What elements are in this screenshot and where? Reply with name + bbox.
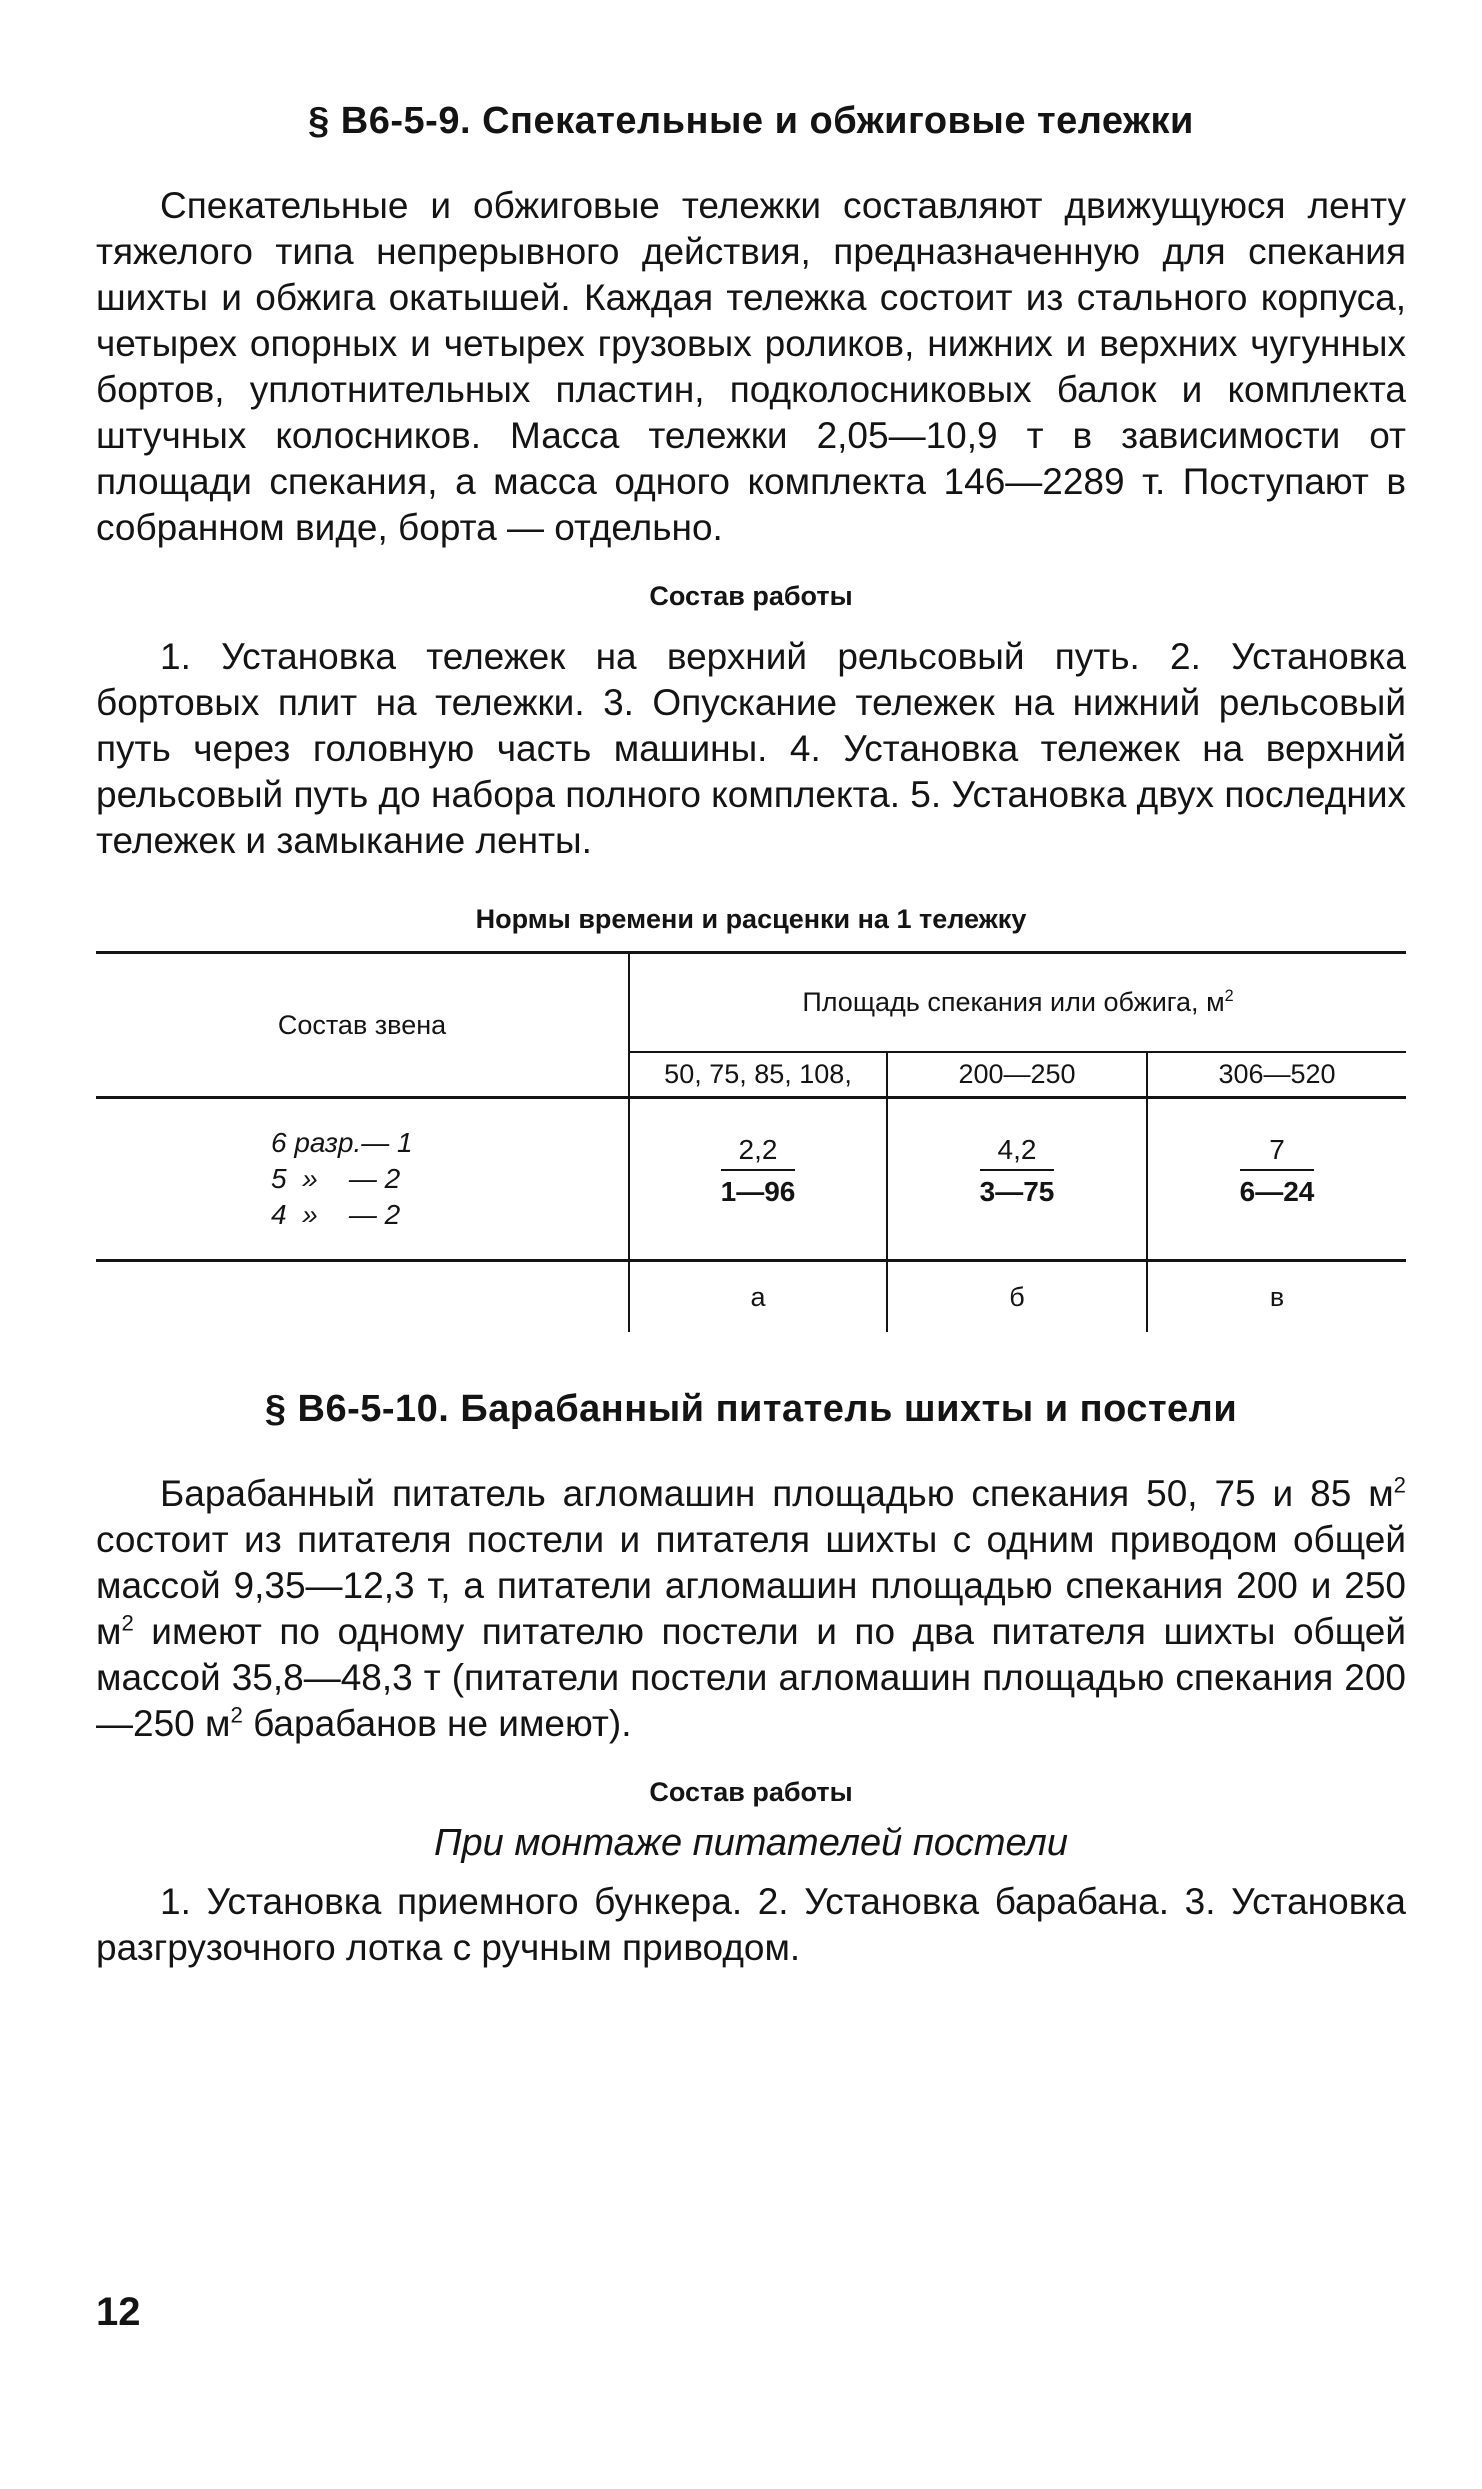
section-paragraph: Спекательные и обжиговые тележки составляют движущуюся ленту тяжелого типа непрерывного действия, предназначенную для спекания шихты и обжига окатышей. Каждая тележка состоит из стального корпуса, четырех опорных и четырех грузовых роликов, нижних и верхних чугунных бортов, уплотнительных пластин, подколосниковых балок и комплекта штучных колосников. Масса тележки 2,05—10,9 т в зависимости от площади спекания, а масса одного комплекта 146—2289 т. Поступают в собранном виде, борта — отдельно. xyxy=(96,185,1406,548)
page-number: 12 xyxy=(96,2290,141,2334)
norms-table xyxy=(96,951,1406,1332)
area-header-sup: 2 xyxy=(1224,987,1234,1005)
column-header-1: 50, 75, 85, 108, xyxy=(629,1052,887,1098)
column-header-2: 200—250 xyxy=(887,1052,1147,1098)
table-caption: Нормы времени и расценки на 1 тележку xyxy=(475,904,1027,934)
work-composition-text-2: 1. Установка приемного бункера. 2. Установка барабана. 3. Установка разгрузочного лотка с ручным приводом. xyxy=(96,1881,1406,1968)
work-composition-text: 1. Установка тележек на верхний рельсовый путь. 2. Установка бортовых плит на тележки. 3. Опускание тележек на нижний рельсовый путь через головную часть машины. 4. Установка тележек на верхний рельсовый путь до набора полного комплекта. 5. Установка двух последних тележек и замыкание ленты. xyxy=(96,636,1406,861)
section-heading-b6-5-9: § В6-5-9. Спекательные и обжиговые тележки xyxy=(308,100,1194,142)
crew-line: 5 » — 2 xyxy=(271,1163,401,1194)
column-letter-b: б xyxy=(887,1261,1147,1333)
column-header-3: 306—520 xyxy=(1147,1052,1406,1098)
work-composition-title-2: Состав работы xyxy=(649,1777,853,1807)
time-norm: 2,2 xyxy=(721,1133,796,1171)
time-norm: 7 xyxy=(1240,1133,1315,1171)
value-cell-1 xyxy=(629,1098,887,1261)
work-subtitle: При монтаже питателей постели xyxy=(434,1822,1068,1864)
rate: 1—96 xyxy=(720,1176,796,1207)
work-composition-title: Состав работы xyxy=(649,581,853,611)
norm-rate-fraction xyxy=(721,1133,796,1209)
column-letter-v: в xyxy=(1147,1261,1406,1333)
area-header: Площадь спекания или обжига, м xyxy=(802,987,1225,1017)
section-heading-b6-5-10: § В6-5-10. Барабанный питатель шихты и постели xyxy=(264,1388,1238,1430)
column-letter-a: а xyxy=(629,1261,887,1333)
page xyxy=(96,100,1406,1971)
crew-header-cell xyxy=(96,953,629,1098)
norm-rate-fraction xyxy=(1240,1133,1315,1209)
area-header-cell xyxy=(629,953,1406,1053)
letter-row-spacer xyxy=(96,1261,629,1333)
crew-line: 4 » — 2 xyxy=(271,1199,401,1230)
rate: 3—75 xyxy=(979,1176,1055,1207)
norm-rate-fraction xyxy=(980,1133,1055,1209)
crew-line: 6 разр.— 1 xyxy=(271,1127,413,1158)
time-norm: 4,2 xyxy=(980,1133,1055,1171)
value-cell-3 xyxy=(1147,1098,1406,1261)
crew-cell xyxy=(96,1098,629,1261)
rate: 6—24 xyxy=(1239,1176,1315,1207)
crew-list xyxy=(271,1125,413,1233)
crew-header: Состав звена xyxy=(277,1009,447,1040)
value-cell-2 xyxy=(887,1098,1147,1261)
section2-paragraph: Барабанный питатель агломашин площадью спекания 50, 75 и 85 $м^2$ состоит из питателя постели и питателя шихты с одним приводом общей массой 9,35—12,3 т, а питатели агломашин площадью спекания 200 и 250 $м^2$ имеют по одному питателю постели и по два питателя шихты общей массой 35,8—48,3 т (питатели постели агломашин площадью спекания 200—250 $м^2$ барабанов не имеют). xyxy=(96,1472,1406,1744)
